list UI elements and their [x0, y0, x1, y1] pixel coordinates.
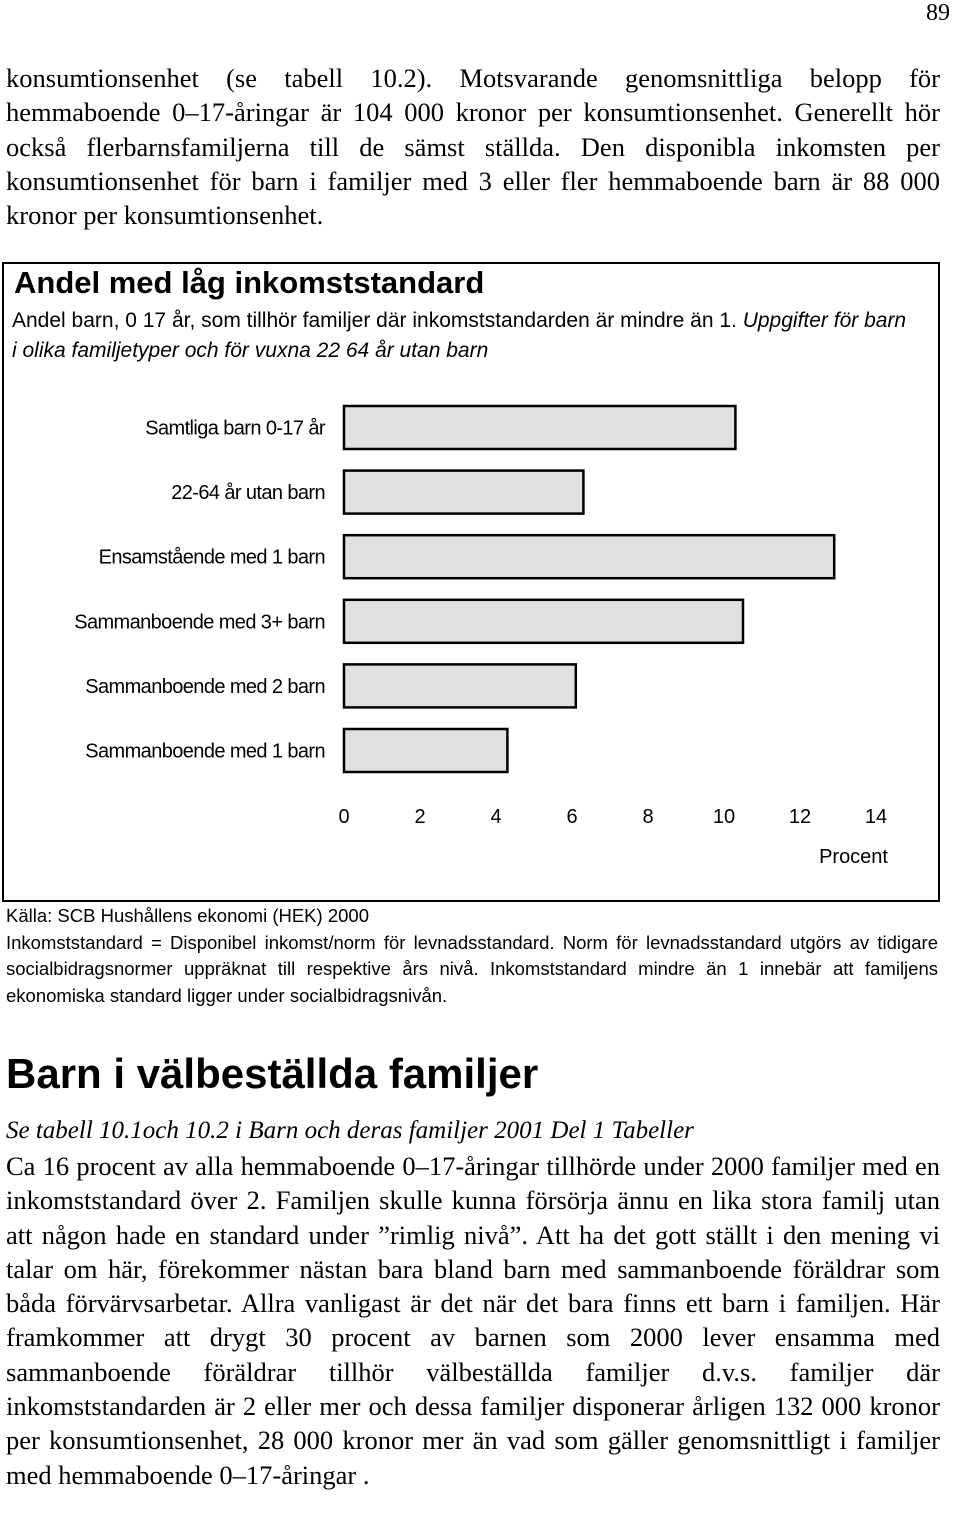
chart-subtitle-regular: Andel barn, 0 17 år, som tillhör familjer där inkomststandarden är mindre än 1.	[12, 309, 737, 332]
page-number: 89	[926, 0, 950, 26]
x-tick-label: 0	[338, 806, 350, 828]
source-notes: Inkomststandard = Disponibel inkomst/norm för levnadsstandard. Norm för levnadsstandard utgörs av tidigare socialbidragsnormer uppräknat till respektive års nivå. Inkomststandard mindre än 1 innebär att familjens ekonomiska standard ligger under socialbidragsnivån.	[6, 931, 938, 1006]
x-tick-label: 14	[864, 806, 888, 828]
category-label: Sammanboende med 2 barn	[85, 675, 325, 698]
section-heading: Barn i välbeställda familjer	[6, 1050, 539, 1097]
category-label: Sammanboende med 1 barn	[85, 740, 325, 763]
source-line: Källa: SCB Hushållens ekonomi (HEK) 2000	[6, 905, 369, 926]
bar-0	[344, 406, 735, 449]
section-reference: Se tabell 10.1och 10.2 i Barn och deras familjer 2001 Del 1 Tabeller	[6, 1117, 694, 1144]
chart-title: Andel med låg inkomststandard	[14, 265, 485, 300]
bar-2	[344, 535, 834, 578]
bar-1	[344, 471, 583, 514]
section-paragraph: Ca 16 procent av alla hemmaboende 0–17-åringar tillhörde under 2000 familjer med en inkomststandard över 2. Familjen skulle kunna försörja ännu en lika stora familj utan att någon hade en standard under ”rimlig nivå”. Att ha det gott ställt i den mening vi talar om här, förekommer nästan bara bland barn med sammanboende föräldrar som båda förvärvsarbetar. Allra vanligast är det när det bara finns ett barn i familjen. Här framkommer att drygt 30 procent av barnen som 2000 lever ensamma med sammanboende föräldrar tillhör välbeställda familjer d.v.s. familjer där inkomststandarden är 2 eller mer och dessa familjer disponerar årligen 132 000 kronor per konsumtionsenhet, 28 000 kronor mer än vad som gäller genomsnittligt i familjer med hemmaboende 0–17-åringar .	[6, 1151, 940, 1490]
category-label: Sammanboende med 3+ barn	[74, 611, 325, 634]
bar-4	[344, 664, 576, 707]
x-tick-label: 8	[642, 806, 654, 828]
x-tick-label: 4	[490, 806, 502, 828]
x-tick-label: 2	[414, 806, 426, 828]
bar-5	[344, 729, 507, 772]
intro-paragraph: konsumtionsenhet (se tabell 10.2). Motsvarande genomsnittliga belopp för hemmaboende 0–17-åringar är 104 000 kronor per konsumtionsenhet. Generellt hör också flerbarnsfamiljerna till de sämst ställda. Den disponibla inkomsten per konsumtionsenhet för barn i familjer med 3 eller fler hemmaboende barn är 88 000 kronor per konsumtionsenhet.	[6, 63, 940, 231]
x-tick-label: 10	[712, 806, 736, 828]
chart-subtitle-italic: Uppgifter för barn i olika familjetyper och för vuxna 22 64 år utan barn	[12, 309, 907, 362]
chart-source-notes	[6, 903, 938, 1009]
category-label: 22-64 år utan barn	[171, 482, 325, 505]
x-tick-label: 12	[788, 806, 812, 828]
category-label: Samtliga barn 0-17 år	[145, 417, 325, 440]
category-label: Ensamstående med 1 barn	[98, 546, 325, 569]
bar-3	[344, 600, 743, 643]
x-axis-label: Procent	[819, 846, 888, 868]
x-tick-label: 6	[566, 806, 578, 828]
